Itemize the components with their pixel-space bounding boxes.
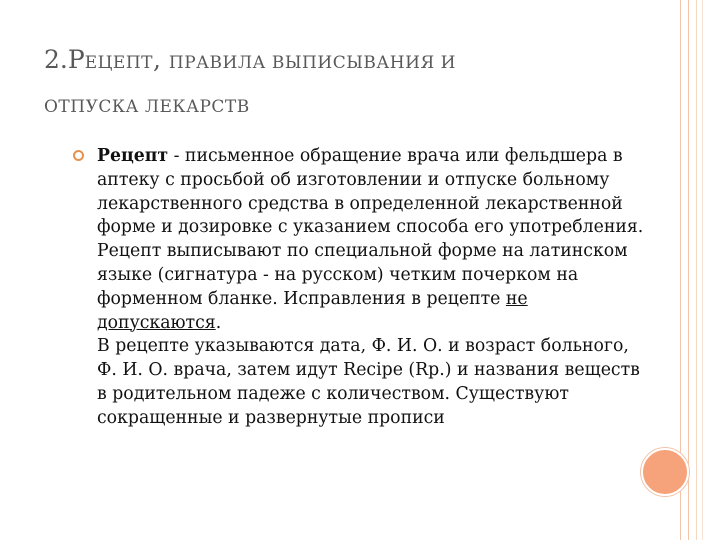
form-text: Рецепт выписывают по специальной форме на латинском языке (сигнатура - на русском) четким почерком на форменном бланке. Исправления в рецепте bbox=[97, 241, 628, 309]
title-part: ПРАВИЛА ВЫПИСЫВАНИЯ И bbox=[168, 53, 456, 73]
title-part: , bbox=[153, 45, 169, 74]
term-bold: Рецепт bbox=[97, 146, 169, 166]
definition-paragraph bbox=[97, 145, 647, 240]
frame-line bbox=[702, 0, 703, 540]
slide-title bbox=[44, 38, 644, 129]
bullet-text bbox=[97, 145, 647, 431]
title-part: ОТПУСКА ЛЕКАРСТВ bbox=[44, 97, 250, 117]
title-part: 2.Р bbox=[44, 45, 85, 74]
bullet-circle-icon bbox=[73, 150, 84, 161]
decorative-circle bbox=[641, 448, 689, 496]
title-line-2 bbox=[44, 85, 644, 129]
frame-line bbox=[696, 0, 697, 540]
title-line-1 bbox=[44, 38, 644, 85]
frame-line bbox=[688, 0, 689, 540]
definition-text: - письменное обращение врача или фельдшера в аптеку с просьбой об изготовлении и отпуске больному лекарственного средства в определенной лекарственной форме и дозировке с указанием способа его употребления. bbox=[97, 146, 644, 238]
contents-paragraph: В рецепте указываются дата, Ф. И. О. и возраст больного, Ф. И. О. врача, затем идут Recipe (Rp.) и названия веществ в родительном падеже с количеством. Существуют сокращенные и развернутые прописи bbox=[97, 336, 640, 428]
underlined-text: не допускаются bbox=[97, 288, 528, 333]
form-text-end: . bbox=[215, 312, 222, 333]
form-paragraph bbox=[97, 240, 647, 335]
title-part: ЕЦЕПТ bbox=[84, 53, 153, 73]
